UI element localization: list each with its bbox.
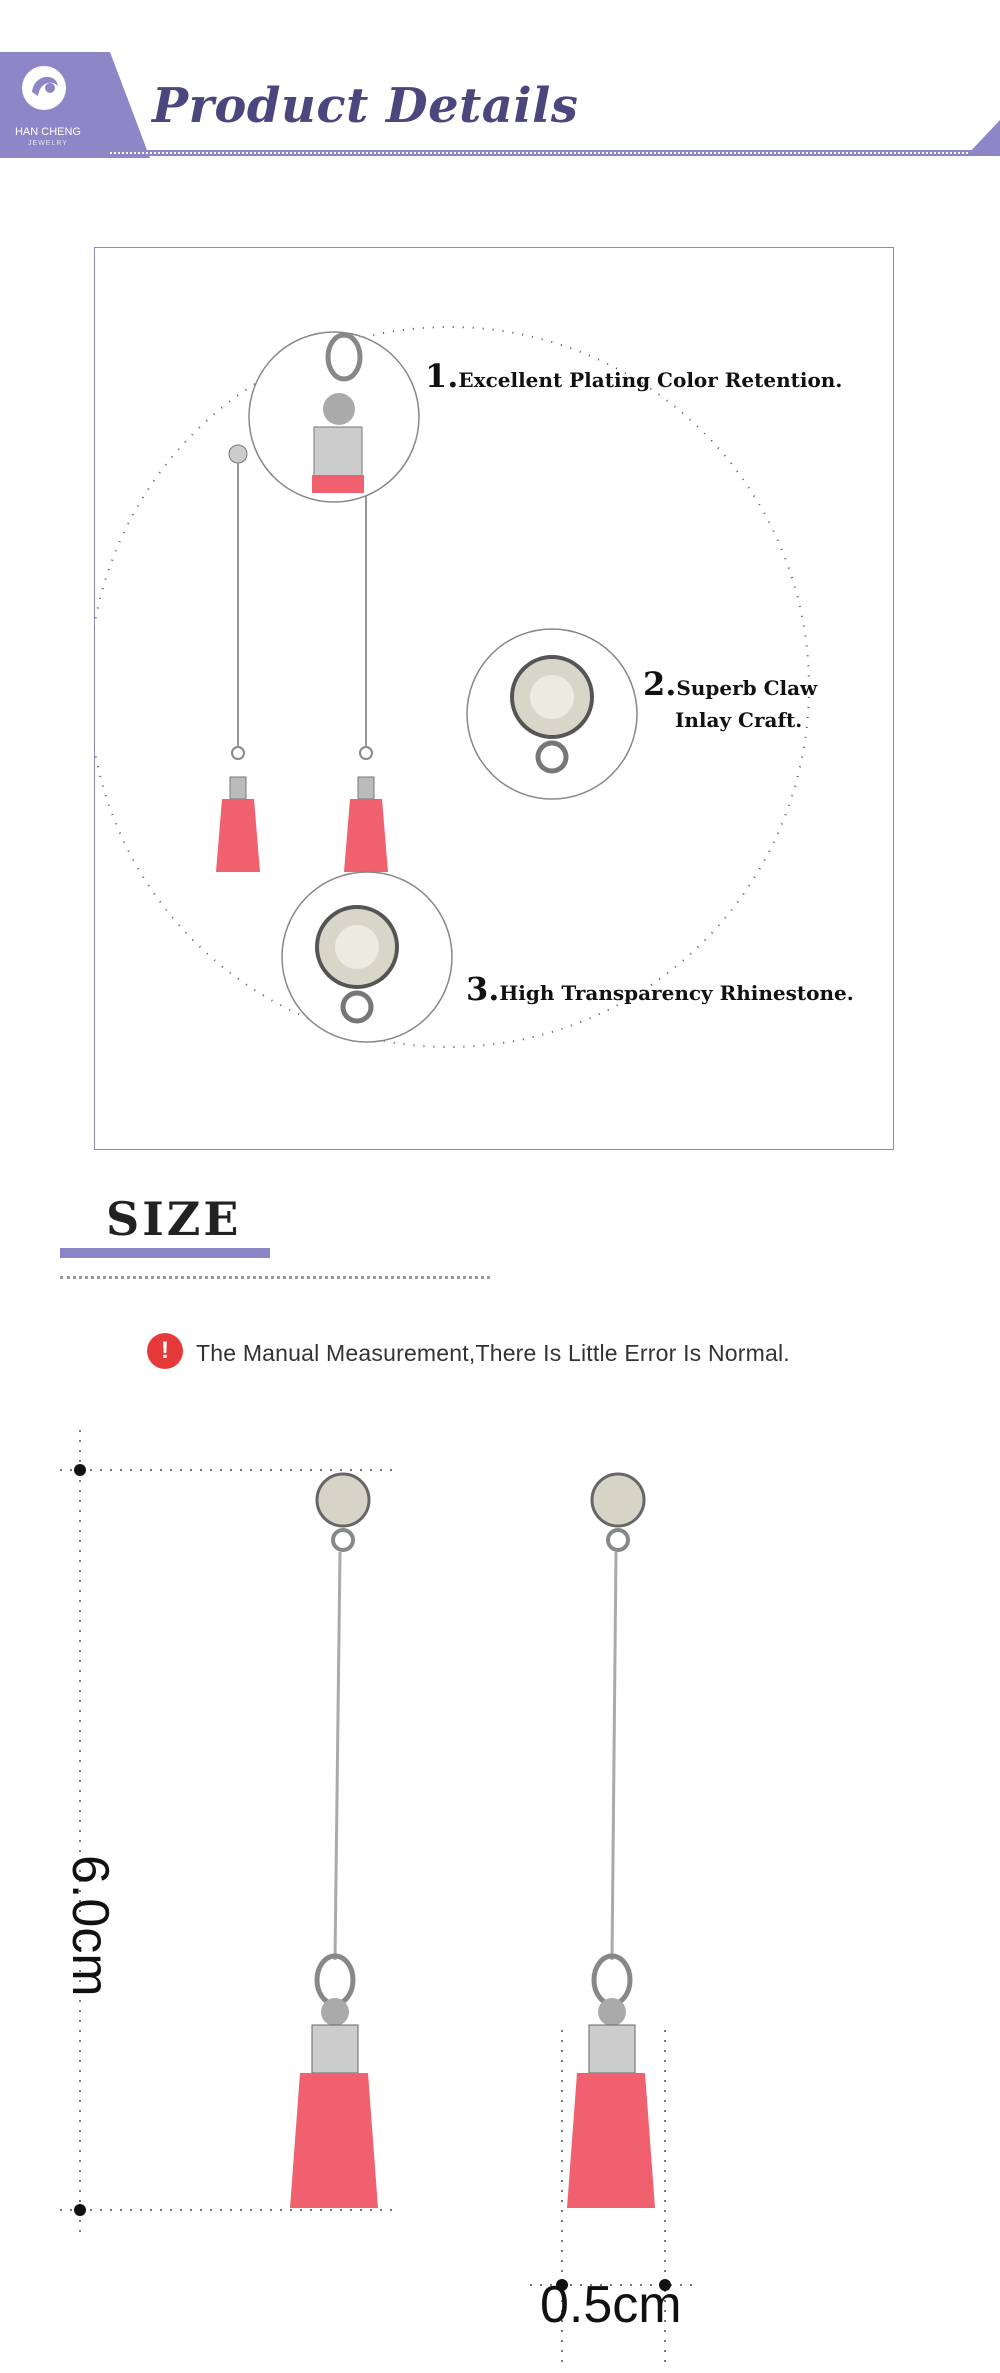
header-corner-triangle: [966, 120, 1000, 156]
feature-3-text: High Transparency Rhinestone.: [499, 981, 854, 1005]
detail-circle-rhinestone: [282, 872, 452, 1042]
size-title-underline: [60, 1248, 270, 1258]
feature-3: [466, 970, 854, 1008]
feature-2: [643, 665, 818, 736]
feature-2-number: 2.: [643, 665, 677, 703]
size-diagram: [0, 1400, 1000, 2373]
measurement-notice: The Manual Measurement,There Is Little Error Is Normal.: [196, 1340, 790, 1366]
feature-3-number: 3.: [466, 970, 500, 1008]
feature-2-line1: Superb Claw: [676, 676, 818, 700]
brand-subtitle: JEWELRY: [28, 140, 68, 147]
warning-icon: !: [147, 1333, 183, 1369]
earring-left: [216, 445, 260, 872]
feature-1-number: 1.: [425, 357, 459, 395]
size-dotted-rule: [60, 1276, 490, 1279]
feature-1-text: Excellent Plating Color Retention.: [458, 368, 843, 392]
brand-name: HAN CHENG: [14, 126, 81, 138]
feature-1: [425, 357, 842, 395]
detail-circle-claw: [467, 629, 637, 799]
header-divider-dots: [110, 152, 980, 156]
size-earring-right: [567, 1474, 655, 2208]
earring-right: [344, 445, 388, 872]
size-earring-left: [290, 1474, 378, 2208]
size-title: SIZE: [106, 1192, 242, 1246]
feature-2-line2: Inlay Craft.: [675, 708, 803, 732]
detail-circle-plating: [249, 332, 419, 502]
length-dimension-label: 6.0cm: [61, 1855, 119, 1997]
page-title: Product Details: [152, 78, 579, 134]
width-dimension-label: 0.5cm: [540, 2276, 682, 2334]
